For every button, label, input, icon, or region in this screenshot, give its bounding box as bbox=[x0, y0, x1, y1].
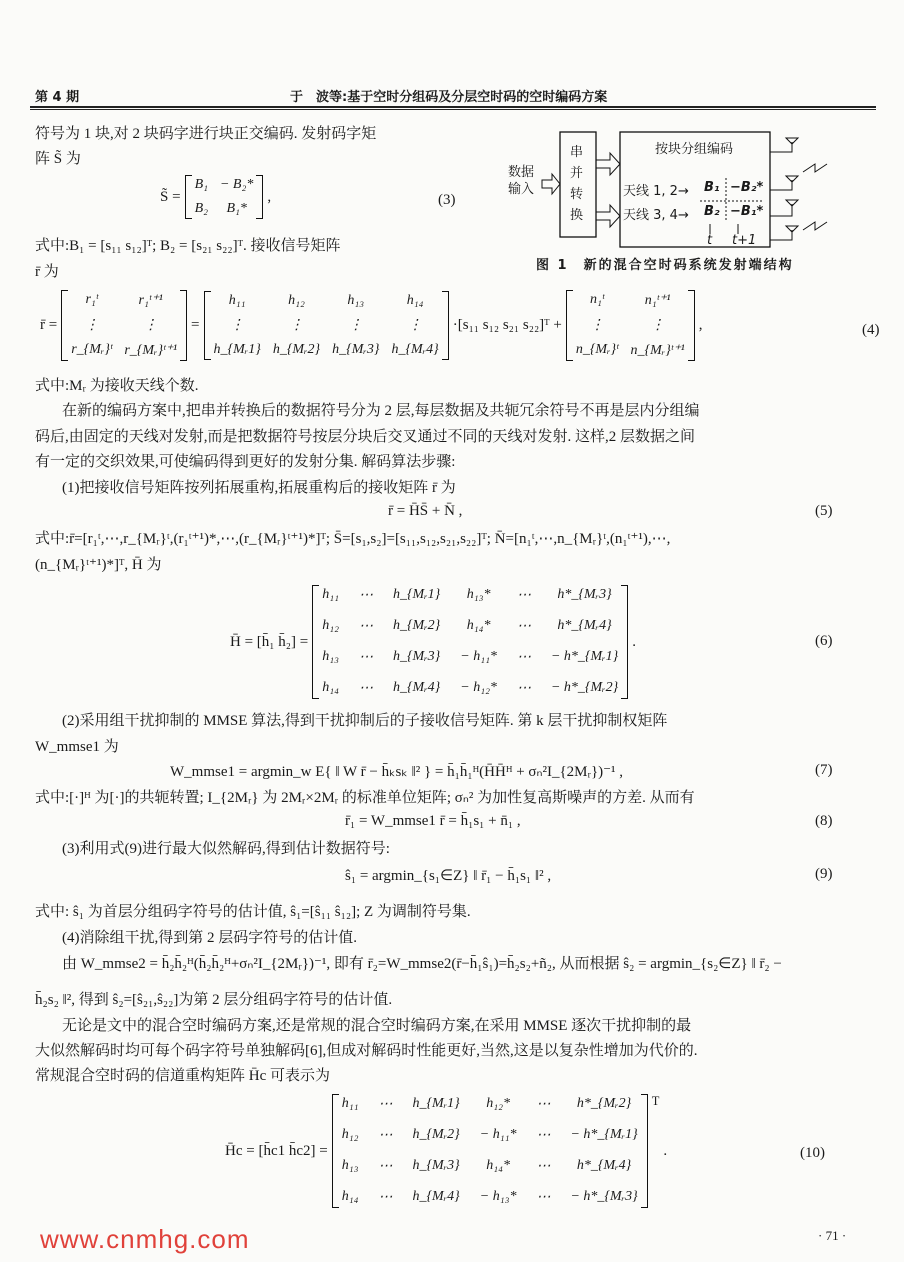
matrix-cell: h₁₃ bbox=[322, 649, 339, 664]
body-line: r̄ 为 bbox=[35, 264, 59, 280]
matrix-cell: ⋯ bbox=[378, 1128, 393, 1143]
equation-9: ŝ₁ = argmin_{s₁∈Z} ‖ r̄₁ − h̄₁s₁ ‖² , bbox=[345, 868, 552, 884]
matrix-cell: h_{Mᵣ2} bbox=[392, 618, 441, 633]
matrix-cell: − h*_{Mᵣ1} bbox=[550, 649, 619, 664]
body-line: 式中:Mᵣ 为接收天线个数. bbox=[35, 378, 199, 394]
matrix-cell: h₁₄ bbox=[406, 293, 424, 308]
matrix-cell: h_{Mᵣ4} bbox=[391, 342, 439, 357]
matrix-cell: ⋯ bbox=[516, 619, 531, 634]
matrix-cell: h_{Mᵣ2} bbox=[412, 1127, 460, 1142]
equation-number: (8) bbox=[815, 813, 833, 829]
matrix-cell: r₁ᵗ⁺¹ bbox=[138, 293, 163, 308]
matrix-cell: − h*_{Mᵣ3} bbox=[570, 1189, 638, 1204]
matrix-cell: h_{Mᵣ3} bbox=[332, 342, 380, 357]
equation-number: (10) bbox=[800, 1145, 825, 1161]
header-rule bbox=[30, 106, 876, 110]
equation-number: (7) bbox=[815, 762, 833, 778]
matrix-cell: h₁₁ bbox=[341, 1096, 359, 1111]
antenna-12-label: 天线 1, 2→ bbox=[623, 184, 689, 199]
matrix-cell: B₂ bbox=[194, 201, 208, 216]
watermark: www.cnmhg.com bbox=[40, 1224, 250, 1254]
neg-b2-symbol: −B₂* bbox=[730, 180, 764, 195]
matrix-cell: − h₁₁* bbox=[479, 1127, 517, 1142]
matrix-cell: ⋯ bbox=[536, 1159, 551, 1174]
equation-6 bbox=[230, 585, 636, 699]
matrix-cell: h_{Mᵣ4} bbox=[392, 680, 441, 695]
matrix-cell: ⋯ bbox=[358, 650, 373, 665]
matrix-cell: ⋮ bbox=[650, 318, 665, 333]
running-title: 于 波等:基于空时分组码及分层空时码的空时编码方案 bbox=[290, 90, 608, 105]
matrix-cell: h₁₄ bbox=[322, 680, 339, 695]
matrix-cell: h₁₃ bbox=[341, 1158, 359, 1173]
figure-caption: 图 1 新的混合空时码系统发射端结构 bbox=[536, 258, 794, 273]
body-line: W_mmse1 为 bbox=[35, 739, 119, 755]
matrix-cell: ⋮ bbox=[348, 318, 363, 333]
matrix-cell: ⋯ bbox=[378, 1097, 393, 1112]
body-line: 式中: ŝ₁ 为首层分组码字符号的估计值, ŝ₁=[ŝ₁₁ ŝ₁₂]; Z 为调制符号集. bbox=[35, 904, 471, 920]
eq-lhs: S̃ = bbox=[160, 188, 181, 205]
body-line: 式中:r̄=[r₁ᵗ,⋯,r_{Mᵣ}ᵗ,(r₁ᵗ⁺¹)*,⋯,(r_{Mᵣ}ᵗ⁺¹)*]ᵀ; S̄=[s₁,s₂]=[s₁₁,s₁₂,s₂₁,s₂₂]ᵀ; N̄=[n₁ᵗ,⋯,n_{Mᵣ}ᵗ,(n₁ᵗ⁺¹),⋯, bbox=[35, 531, 671, 547]
body-line: 符号为 1 块,对 2 块码字进行块正交编码. 发射码字矩 bbox=[35, 126, 377, 142]
matrix-cell: h₁₁ bbox=[228, 293, 246, 308]
matrix-cell: ⋮ bbox=[408, 318, 423, 333]
b2-symbol: B₂ bbox=[704, 204, 720, 219]
matrix-cell: B₁ bbox=[194, 177, 208, 192]
matrix-cell: n_{Mᵣ}ᵗ⁺¹ bbox=[630, 343, 685, 358]
matrix-cell: ⋯ bbox=[516, 681, 531, 696]
matrix-cell: h_{Mᵣ1} bbox=[213, 342, 261, 357]
matrix-cell: ⋮ bbox=[143, 318, 158, 333]
body-line: 有一定的交织效果,可使编码得到更好的发射分集. 解码算法步骤: bbox=[35, 454, 456, 470]
matrix-cell: ⋯ bbox=[536, 1190, 551, 1205]
matrix-cell: h_{Mᵣ3} bbox=[392, 649, 441, 664]
matrix-cell: h₁₁ bbox=[322, 587, 339, 602]
body-line: (n_{Mᵣ}ᵗ⁺¹)*]ᵀ, H̄ 为 bbox=[35, 557, 162, 573]
matrix-cell: ⋮ bbox=[289, 318, 304, 333]
eq-tail: , bbox=[698, 317, 703, 333]
matrix-cell: h*_{Mᵣ4} bbox=[576, 1158, 632, 1173]
eq-lhs: r̄ = bbox=[40, 317, 58, 333]
matrix-cell: h_{Mᵣ1} bbox=[412, 1096, 460, 1111]
matrix-cell: − B₂* bbox=[219, 177, 254, 192]
equation-number: (3) bbox=[438, 192, 456, 208]
equation-5: r̄ = H̄S̄ + N̄ , bbox=[388, 503, 463, 519]
matrix-cell: h₁₂ bbox=[341, 1127, 359, 1142]
matrix-cell: h_{Mᵣ3} bbox=[412, 1158, 460, 1173]
matrix-cell: ⋮ bbox=[590, 318, 605, 333]
matrix-cell: ⋮ bbox=[230, 318, 245, 333]
matrix-H bbox=[312, 585, 628, 699]
matrix-cell: ⋯ bbox=[516, 650, 531, 665]
equation-8: r̄₁ = W_mmse1 r̄ = h̄₁s₁ + n̄₁ , bbox=[345, 813, 521, 829]
sp-converter-label: 串 并 转 换 bbox=[570, 145, 584, 223]
matrix-cell: ⋯ bbox=[358, 681, 373, 696]
matrix-cell: − h₁₂* bbox=[460, 680, 497, 695]
matrix-Hc bbox=[332, 1094, 648, 1208]
data-input-label: 数据 输入 bbox=[508, 165, 535, 197]
matrix-cell: h₁₃* bbox=[466, 587, 491, 602]
equation-number: (5) bbox=[815, 503, 833, 519]
time-t-label: t bbox=[707, 233, 713, 248]
matrix-cell: h*_{Mᵣ4} bbox=[557, 618, 612, 633]
matrix-cell: r_{Mᵣ}ᵗ bbox=[71, 342, 113, 357]
body-line: 在新的编码方案中,把串并转换后的数据符号分为 2 层,每层数据及共轭冗余符号不再是层内分组编 bbox=[62, 403, 700, 419]
page-number: · 71 · bbox=[818, 1228, 847, 1243]
body-line: 阵 S̃ 为 bbox=[35, 151, 81, 167]
matrix-cell: h₁₃ bbox=[347, 293, 365, 308]
eq-equals: = bbox=[191, 317, 200, 333]
b1-symbol: B₁ bbox=[704, 180, 720, 195]
body-line: (2)采用组干扰抑制的 MMSE 算法,得到干扰抑制后的子接收信号矩阵. 第 k 层干扰抑制权矩阵 bbox=[62, 713, 668, 729]
equation-4 bbox=[40, 290, 702, 361]
matrix-cell: − h₁₁* bbox=[460, 649, 497, 664]
transpose-mark: T bbox=[651, 1094, 660, 1108]
matrix-cell: h_{Mᵣ4} bbox=[412, 1189, 460, 1204]
eq-tail: . bbox=[632, 633, 636, 650]
body-line: (3)利用式(9)进行最大似然解码,得到估计数据符号: bbox=[62, 841, 390, 857]
figure-1 bbox=[500, 112, 850, 252]
matrix-cell: h₁₂* bbox=[486, 1096, 510, 1111]
body-line: h̄₂s₂ ‖², 得到 ŝ₂=[ŝ₂₁,ŝ₂₂]为第 2 层分组码字符号的估计值. bbox=[35, 992, 393, 1008]
matrix-h bbox=[204, 291, 449, 360]
matrix-cell: h_{Mᵣ1} bbox=[392, 587, 441, 602]
matrix-cell: B₁* bbox=[226, 201, 247, 216]
matrix-cell: h*_{Mᵣ2} bbox=[576, 1096, 632, 1111]
antenna-34-label: 天线 3, 4→ bbox=[623, 208, 689, 223]
equation-7: W_mmse1 = argmin_w E{ ‖ W r̄ − h̄ₖsₖ ‖² } = h̄₁h̄₁ᴴ(H̄H̄ᴴ + σₙ²I_{2Mᵣ})⁻¹ , bbox=[170, 764, 624, 780]
body-line: 无论是文中的混合空时编码方案,还是常规的混合空时编码方案,在采用 MMSE 逐次干扰抑制的最 bbox=[62, 1018, 692, 1034]
equation-number: (6) bbox=[815, 633, 833, 649]
time-t1-label: t+1 bbox=[732, 233, 757, 248]
matrix-r bbox=[61, 290, 187, 361]
matrix-cell: ⋯ bbox=[358, 619, 373, 634]
matrix-cell: ⋮ bbox=[84, 318, 99, 333]
equation-10 bbox=[225, 1094, 667, 1208]
neg-b1-symbol: −B₁* bbox=[730, 204, 764, 219]
body-line: 常规混合空时码的信道重构矩阵 H̄c 可表示为 bbox=[35, 1068, 330, 1084]
matrix-cell: n₁ᵗ bbox=[590, 292, 605, 307]
body-line: 由 W_mmse2 = h̄₂h̄₂ᴴ(h̄₂h̄₂ᴴ+σₙ²I_{2Mᵣ})⁻¹, 即有 r̄₂=W_mmse2(r̄−h̄₁ŝ₁)=h̄₂s₂+ñ₂, 从而根据 ŝ₂ = argmin_{s₂∈Z} ‖ r̄₂ − bbox=[62, 956, 782, 972]
eq-lhs: H̄c = [h̄c1 h̄c2] = bbox=[225, 1142, 328, 1159]
matrix-cell: h₁₂ bbox=[288, 293, 305, 308]
matrix-cell: h₁₄* bbox=[486, 1158, 510, 1173]
body-line: (1)把接收信号矩阵按列拓展重构,拓展重构后的接收矩阵 r̄ 为 bbox=[62, 480, 456, 496]
eq-tail: , bbox=[267, 188, 272, 205]
matrix-cell: ⋯ bbox=[536, 1097, 551, 1112]
matrix-cell: ⋯ bbox=[516, 588, 531, 603]
matrix-cell: − h₁₃* bbox=[479, 1189, 517, 1204]
eq-tail: . bbox=[663, 1142, 668, 1159]
matrix-cell: h₁₂ bbox=[322, 618, 339, 633]
body-line: 式中:[·]ᴴ 为[·]的共轭转置; I_{2Mᵣ} 为 2Mᵣ×2Mᵣ 的标准单位矩阵; σₙ² 为加性复高斯噪声的方差. 从而有 bbox=[35, 790, 695, 806]
matrix-cell: h_{Mᵣ2} bbox=[272, 342, 321, 357]
matrix-cell: h*_{Mᵣ3} bbox=[557, 587, 612, 602]
matrix-cell: − h*_{Mᵣ2} bbox=[550, 680, 619, 695]
eq-lhs: H̄ = [h̄₁ h̄₂] = bbox=[230, 633, 309, 650]
matrix-cell: r₁ᵗ bbox=[85, 292, 99, 307]
equation-number: (4) bbox=[862, 322, 880, 338]
matrix-cell: ⋯ bbox=[378, 1190, 393, 1205]
matrix-cell: n_{Mᵣ}ᵗ bbox=[575, 342, 619, 357]
matrix-cell: ⋯ bbox=[358, 588, 373, 603]
body-line: 码后,由固定的天线对发射,而是把数据符号按层分块后交叉通过不同的天线对发射. 这样,2 层数据之间 bbox=[35, 429, 696, 445]
body-line: (4)消除组干扰,得到第 2 层码字符号的估计值. bbox=[62, 930, 357, 946]
matrix-n bbox=[566, 290, 695, 361]
matrix-cell: h₁₄ bbox=[341, 1189, 359, 1204]
block-title: 按块分组编码 bbox=[655, 142, 734, 157]
matrix-cell: r_{Mᵣ}ᵗ⁺¹ bbox=[124, 343, 178, 358]
body-line: 大似然解码时均可每个码字符号单独解码[6],但成对解码时性能更好,当然,这是以复杂性增加为代价的. bbox=[35, 1043, 698, 1059]
matrix-cell: n₁ᵗ⁺¹ bbox=[644, 293, 671, 308]
equation-number: (9) bbox=[815, 866, 833, 882]
matrix-cell: − h*_{Mᵣ1} bbox=[570, 1127, 638, 1142]
matrix-S bbox=[185, 175, 264, 219]
body-line: 式中:B₁ = [s₁₁ s₁₂]ᵀ; B₂ = [s₂₁ s₂₂]ᵀ. 接收信号矩阵 bbox=[35, 238, 341, 254]
eq-mid: ·[s₁₁ s₁₂ s₂₁ s₂₂]ᵀ + bbox=[452, 317, 562, 333]
issue-label: 第 4 期 bbox=[35, 90, 80, 105]
matrix-cell: ⋯ bbox=[536, 1128, 551, 1143]
matrix-cell: h₁₄* bbox=[466, 618, 491, 633]
matrix-cell: ⋯ bbox=[378, 1159, 393, 1174]
equation-3 bbox=[160, 175, 271, 219]
